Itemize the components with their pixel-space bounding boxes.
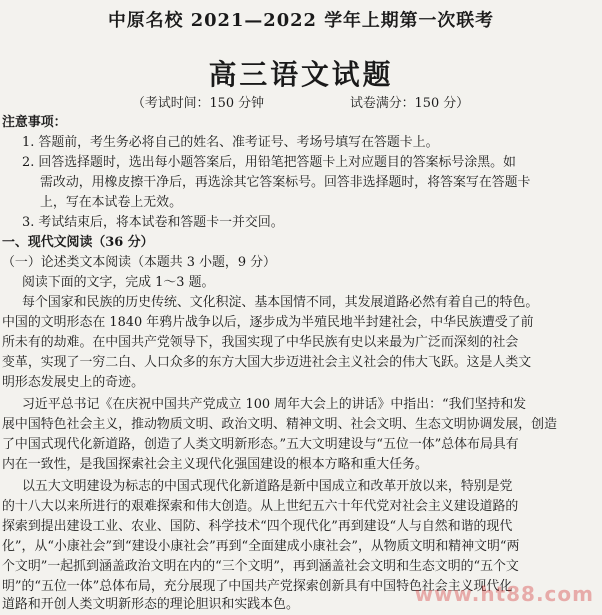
reading-instruction: 阅读下面的文字，完成 1～3 题。 <box>22 275 215 290</box>
subject-title: 高三语文试题 <box>208 58 394 91</box>
passage-line: 所未有的劫难。在中国共产党领导下，我国实现了中华民族有史以来最为广泛而深刻的社会 <box>2 335 519 350</box>
note-item: 1. 答题前，考生务必将自己的姓名、准考证号、考场号填写在答题卡上。 <box>22 135 439 150</box>
site-watermark: www.ht88.com <box>414 582 594 606</box>
section-heading: 一、现代文阅读（36 分） <box>2 235 154 250</box>
note-item: 2. 回答选择题时，选出每小题答案后，用铅笔把答题卡上对应题目的答案标号涂黑。如 <box>22 155 516 170</box>
sub-section-heading: （一）论述类文本阅读（本题共 3 小题，9 分） <box>2 255 276 270</box>
exam-title: 中原名校 2021—2022 学年上期第一次联考 <box>108 10 494 31</box>
passage-line: 了中国式现代化新道路，创造了人类文明新形态。”五大文明建设与“五位一体”总体布局具有 <box>2 437 519 452</box>
passage-line: 明”的“五位一体”总体布局，充分展现了中国共产党探索创新具有中国特色社会主义现代化 <box>2 579 513 594</box>
passage-line: 每个国家和民族的历史传统、文化积淀、基本国情不同，其发展道路必然有着自己的特色。 <box>22 295 539 310</box>
passage-line: 习近平总书记《在庆祝中国共产党成立 100 周年大会上的讲话》中指出：“我们坚持和发 <box>22 397 527 412</box>
passage-line: 道路和开创人类文明新形态的理论胆识和实践本色。 <box>2 597 299 612</box>
passage-line: 展中国特色社会主义，推动物质文明、政治文明、精神文明、社会文明、生态文明协调发展，创造 <box>2 417 557 432</box>
passage-line: 个文明”一起抓到涵盖政治文明在内的“三个文明”，再到涵盖社会文明和生态文明的“五个文 <box>2 559 519 574</box>
notes-heading: 注意事项： <box>2 115 67 130</box>
note-item: 3. 考试结束后，将本试卷和答题卡一并交回。 <box>22 215 284 230</box>
note-item: 上，写在本试卷上无效。 <box>40 195 182 210</box>
exam-time: （考试时间：150 分钟 <box>132 96 264 111</box>
passage-line: 的十八大以来所进行的艰难探索和伟大创造。从上世纪五六十年代党对社会主义建设道路的 <box>2 499 519 514</box>
passage-line: 探索到提出建设工业、农业、国防、科学技术“四个现代化”再到建设“人与自然和谐的现代 <box>2 519 513 534</box>
passage-line: 内在一致性，是我国探索社会主义现代化强国建设的根本方略和重大任务。 <box>2 457 428 472</box>
passage-line: 变革，实现了一穷二白、人口众多的东方大国大步迈进社会主义社会的伟大飞跃。这是人类文 <box>2 355 532 370</box>
note-item: 需改动，用橡皮擦干净后，再选涂其它答案标号。回答非选择题时，将答案写在答题卡 <box>40 175 531 190</box>
passage-line: 化”，从“小康社会”到“建设小康社会”再到“全面建成小康社会”，从物质文明和精神文明“两 <box>2 539 520 554</box>
passage-line: 中国的文明形态在 1840 年鸦片战争以后，逐步成为半殖民地半封建社会，中华民族遭受了前 <box>2 315 534 330</box>
passage-line: 以五大文明建设为标志的中国式现代化新道路是新中国成立和改革开放以来，特别是党 <box>22 479 513 494</box>
full-score: 试卷满分：150 分） <box>350 96 470 111</box>
passage-line: 明形态发展史上的奇迹。 <box>2 375 144 390</box>
